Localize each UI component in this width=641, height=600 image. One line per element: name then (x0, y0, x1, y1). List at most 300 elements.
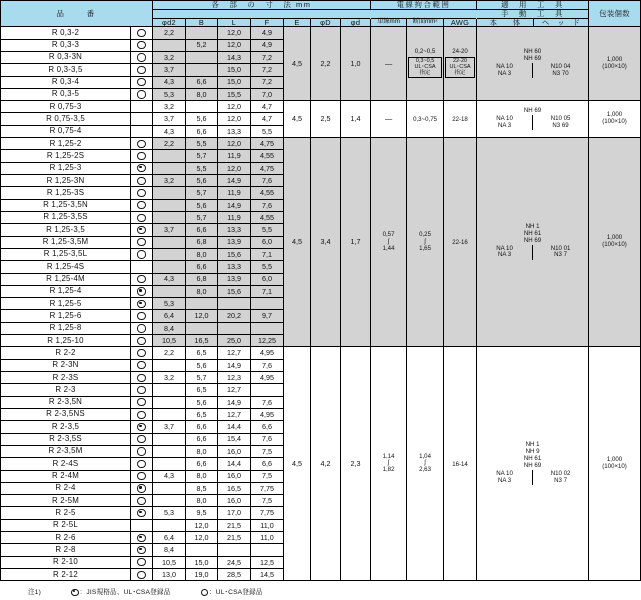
tool-body-acc-0: NA 10 (496, 244, 513, 252)
open-circle-icon (137, 189, 145, 197)
cell-F: 7,5 (251, 445, 284, 457)
cell-L: 15,6 (218, 248, 251, 260)
pack-qty-total: 1,000 (606, 456, 623, 464)
cell-F: 7,6 (251, 175, 284, 187)
cell-F: 7,5 (251, 495, 284, 507)
cell-standard-marker (131, 162, 153, 174)
cell-d2: 6,4 (153, 310, 186, 322)
cell-L: 11,9 (218, 150, 251, 162)
tool-body-0: NH 1 (525, 223, 540, 231)
cell-F: 6,6 (251, 421, 284, 433)
cell-L (218, 298, 251, 310)
cell-B: 5,6 (186, 199, 218, 211)
cell-d2 (153, 261, 186, 273)
cell-standard-marker (131, 88, 153, 100)
tool-head-acc-1: N3 69 (552, 121, 569, 129)
cell-d2: 3,7 (153, 421, 186, 433)
cell-product-number: R 1,25-5 (1, 298, 131, 310)
cell-L: 15,4 (218, 433, 251, 445)
tool-body-1: NH 61 (523, 230, 542, 238)
cell-E: 4,5 (284, 347, 311, 581)
awg-ul-csa-box (445, 57, 475, 78)
cell-F: 7,6 (251, 199, 284, 211)
tool-body-list (477, 442, 588, 469)
cell-standard-marker (131, 138, 153, 150)
open-circle-icon (137, 398, 145, 406)
cell-L: 15,0 (218, 76, 251, 88)
cell-standard-marker (131, 285, 153, 297)
cell-product-number: R 1,25-4 (1, 285, 131, 297)
tool-body-accessory (477, 245, 533, 261)
cell-B: 6,6 (186, 224, 218, 236)
area-range: 0,3~0,75 (413, 115, 437, 123)
cell-L: 12,0 (218, 101, 251, 113)
cell-B: 5,6 (186, 359, 218, 371)
single-wire-max: 1,44 (382, 244, 395, 252)
area-range: 0,2~0,5 (414, 48, 436, 56)
cell-product-number: R 2-2 (1, 347, 131, 359)
cell-product-number: R 2-4 (1, 482, 131, 494)
filled-circle-icon (137, 423, 145, 431)
cell-F: 7,1 (251, 248, 284, 260)
cell-L: 21,5 (218, 532, 251, 544)
cell-product-number: R 1,25-3,5L (1, 248, 131, 260)
cell-standard-marker (131, 76, 153, 88)
cell-B: 8,0 (186, 495, 218, 507)
tool-head-acc-0: N10 04 (550, 62, 571, 70)
cell-d2 (153, 482, 186, 494)
open-circle-icon (137, 571, 145, 579)
cell-d2: 2,2 (153, 138, 186, 150)
table-row[interactable] (1, 138, 641, 150)
cell-F: 7,0 (251, 88, 284, 100)
cell-L (218, 544, 251, 556)
open-circle-icon (137, 66, 145, 74)
cell-d2: 10,5 (153, 335, 186, 347)
header-row-1 (1, 1, 641, 10)
single-wire-min: 1,14 (382, 452, 395, 460)
cell-product-number: R 0,3-4 (1, 76, 131, 88)
cell-product-number: R 1,25-2 (1, 138, 131, 150)
cell-product-number: R 0,3-3,5 (1, 64, 131, 76)
open-circle-icon (137, 497, 145, 505)
cell-L: 11,9 (218, 211, 251, 223)
cell-product-number: R 2-5 (1, 507, 131, 519)
filled-circle-icon (137, 546, 145, 554)
cell-product-number: R 0,3-2 (1, 27, 131, 39)
open-circle-icon (137, 250, 145, 258)
cell-product-number: R 1,25-3N (1, 175, 131, 187)
tool-body-list (477, 49, 588, 63)
table-header (1, 1, 641, 27)
cell-B: 5,2 (186, 39, 218, 51)
cell-F: 7,2 (251, 51, 284, 63)
cell-d2 (153, 187, 186, 199)
pack-qty-breakdown: (100×10) (602, 118, 627, 126)
cell-d2 (153, 211, 186, 223)
cell-d2 (153, 285, 186, 297)
open-circle-icon (137, 312, 145, 320)
tool-body-0: NH 1 (525, 441, 540, 449)
cell-standard-marker (131, 224, 153, 236)
cell-standard-marker (131, 298, 153, 310)
footnote (0, 586, 600, 596)
cell-area (407, 138, 444, 347)
cell-standard-marker (131, 51, 153, 63)
cell-B: 5,5 (186, 162, 218, 174)
cell-F: 7,75 (251, 507, 284, 519)
cell-product-number: R 1,25-3,5N (1, 199, 131, 211)
cell-standard-marker (131, 273, 153, 285)
area-ul-csa-box (408, 57, 442, 78)
cell-standard-marker (131, 482, 153, 494)
cell-standard-marker (131, 495, 153, 507)
open-circle-icon (137, 78, 145, 86)
cell-product-number: R 1,25-10 (1, 335, 131, 347)
cell-B: 6,6 (186, 458, 218, 470)
cell-product-number: R 2-3,5M (1, 445, 131, 457)
header-col-d: φd (341, 18, 371, 27)
cell-E: 4,5 (284, 138, 311, 347)
open-circle-icon (137, 337, 145, 345)
filled-circle-icon (137, 164, 145, 172)
tool-head-accessory (533, 115, 588, 131)
cell-awg (444, 138, 477, 347)
cell-product-number: R 1,25-4M (1, 273, 131, 285)
cell-product-number: R 1,25-2S (1, 150, 131, 162)
pack-qty-breakdown: (100×10) (602, 241, 627, 249)
cell-d2: 4,3 (153, 273, 186, 285)
cell-product-number: R 0,75-3 (1, 101, 131, 113)
header-wire-spacer (371, 9, 477, 18)
open-circle-icon (137, 238, 145, 246)
cell-single-wire (371, 138, 407, 347)
cell-L: 14,9 (218, 199, 251, 211)
tool-body-acc-1: NA 3 (497, 69, 512, 77)
tool-body-list (477, 108, 588, 115)
cell-d2: 8,4 (153, 322, 186, 334)
cell-L: 13,3 (218, 261, 251, 273)
cell-L: 15,6 (218, 285, 251, 297)
cell-B: 8,0 (186, 248, 218, 260)
cell-product-number: R 1,25-3,5S (1, 211, 131, 223)
cell-d2: 3,2 (153, 101, 186, 113)
header-dim-spacer (153, 9, 371, 18)
cell-L: 13,9 (218, 236, 251, 248)
area-ul-label: UL･CSA (414, 64, 436, 71)
cell-d2: 13,0 (153, 569, 186, 581)
cell-L: 16,5 (218, 482, 251, 494)
filled-circle-icon (137, 484, 145, 492)
cell-B: 15,0 (186, 556, 218, 568)
open-circle-icon (137, 140, 145, 148)
cell-product-number: R 2-8 (1, 544, 131, 556)
single-wire-max: 1,82 (382, 466, 395, 474)
cell-B: 5,7 (186, 372, 218, 384)
cell-product-number: R 2-3,5S (1, 433, 131, 445)
header-wire-range-group: 電線拘合範囲 (371, 1, 477, 10)
tool-body-1: NH 9 (525, 448, 540, 456)
cell-standard-marker (131, 248, 153, 260)
cell-F: 7,6 (251, 396, 284, 408)
cell-product-number: R 2-3 (1, 384, 131, 396)
cell-F: 11,0 (251, 532, 284, 544)
cell-standard-marker (131, 532, 153, 544)
cell-B: 5,5 (186, 138, 218, 150)
pack-qty-breakdown: (100×10) (602, 62, 627, 70)
cell-product-number: R 2-10 (1, 556, 131, 568)
cell-d2 (153, 396, 186, 408)
open-circle-icon (137, 460, 145, 468)
cell-F: 4,55 (251, 150, 284, 162)
cell-F: 12,5 (251, 556, 284, 568)
cell-F: 7,1 (251, 285, 284, 297)
open-circle-icon (137, 411, 145, 419)
pack-qty-total: 1,000 (606, 111, 623, 119)
cell-d: 1,0 (341, 27, 371, 101)
cell-standard-marker (131, 261, 153, 273)
open-circle-icon (137, 374, 145, 382)
cell-F (251, 384, 284, 396)
cell-L: 24,5 (218, 556, 251, 568)
cell-d2: 5,3 (153, 88, 186, 100)
cell-B: 19,0 (186, 569, 218, 581)
tool-head-acc-0: N10 02 (550, 469, 571, 477)
single-wire-tilde: ∫ (387, 459, 390, 467)
cell-standard-marker (131, 335, 153, 347)
cell-product-number: R 2-5M (1, 495, 131, 507)
cell-D: 3,4 (311, 138, 341, 347)
awg-ul-spec: 指定 (454, 70, 466, 77)
cell-B (186, 101, 218, 113)
tool-head-acc-1: N3 70 (552, 69, 569, 77)
cell-F: 7,5 (251, 470, 284, 482)
open-circle-icon (137, 53, 145, 61)
cell-L: 14,9 (218, 175, 251, 187)
tool-body-acc-0: NA 10 (496, 469, 513, 477)
area-max: 1,65 (419, 244, 431, 252)
cell-B: 6,8 (186, 273, 218, 285)
tool-body-accessory (477, 115, 533, 131)
cell-F: 12,25 (251, 335, 284, 347)
cell-B: 16,5 (186, 335, 218, 347)
cell-B: 8,0 (186, 470, 218, 482)
cell-F: 5,5 (251, 125, 284, 137)
cell-d2 (153, 384, 186, 396)
cell-product-number: R 1,25-3,5 (1, 224, 131, 236)
cell-d2 (153, 39, 186, 51)
cell-B: 12,0 (186, 519, 218, 531)
area-min: 1,04 (419, 452, 431, 460)
cell-standard-marker (131, 64, 153, 76)
cell-standard-marker (131, 372, 153, 384)
cell-L: 12,7 (218, 384, 251, 396)
tool-body-accessory (477, 470, 533, 486)
cell-B: 5,6 (186, 396, 218, 408)
cell-d2 (153, 495, 186, 507)
tool-body-acc-1: NA 3 (497, 251, 512, 259)
cell-d2: 10,5 (153, 556, 186, 568)
header-dimensions-group: 各 部 の 寸 法 mm (153, 1, 371, 10)
cell-F: 4,75 (251, 138, 284, 150)
cell-single-wire: — (371, 27, 407, 101)
cell-awg (444, 101, 477, 138)
header-col-d2: φd2 (153, 18, 186, 27)
table-body (1, 27, 641, 581)
cell-B (186, 64, 218, 76)
cell-standard-marker (131, 544, 153, 556)
open-circle-icon (137, 386, 145, 394)
cell-F: 7,6 (251, 359, 284, 371)
cell-standard-marker (131, 445, 153, 457)
cell-B (186, 544, 218, 556)
header-hand-tools: 手 動 工 具 (477, 9, 589, 18)
cell-standard-marker (131, 519, 153, 531)
cell-standard-marker (131, 236, 153, 248)
cell-d2 (153, 199, 186, 211)
cell-standard-marker (131, 175, 153, 187)
cell-product-number: R 2-3,5 (1, 421, 131, 433)
cell-F: 4,7 (251, 101, 284, 113)
cell-F (251, 544, 284, 556)
cell-F: 14,5 (251, 569, 284, 581)
cell-standard-marker (131, 150, 153, 162)
cell-d2: 4,3 (153, 470, 186, 482)
area-ul-spec: 指定 (419, 70, 431, 77)
open-circle-icon (137, 90, 145, 98)
cell-product-number: R 1,25-3,5M (1, 236, 131, 248)
cell-standard-marker (131, 396, 153, 408)
cell-E: 4,5 (284, 27, 311, 101)
cell-area (407, 101, 444, 138)
cell-B: 6,6 (186, 421, 218, 433)
cell-product-number: R 0,75-4 (1, 125, 131, 137)
header-col-area: 断面mm² (407, 18, 444, 27)
cell-single-wire: — (371, 101, 407, 138)
cell-F: 4,55 (251, 187, 284, 199)
cell-B: 6,5 (186, 408, 218, 420)
pack-qty-total: 1,000 (606, 55, 623, 63)
open-circle-icon (137, 349, 145, 357)
cell-applicable-tools (477, 347, 589, 581)
cell-B: 9,5 (186, 507, 218, 519)
awg-range: 22-16 (452, 239, 468, 247)
open-circle-icon (137, 324, 145, 332)
cell-F: 5,5 (251, 224, 284, 236)
cell-L: 12,0 (218, 27, 251, 39)
cell-pack-qty (589, 347, 641, 581)
cell-d2: 3,7 (153, 224, 186, 236)
tool-body-acc-1: NA 3 (497, 476, 512, 484)
cell-L: 14,4 (218, 458, 251, 470)
cell-standard-marker (131, 27, 153, 39)
cell-product-number: R 0,3-3N (1, 51, 131, 63)
tool-head-acc-0: N10 01 (550, 244, 571, 252)
awg-ul-label: UL･CSA (449, 64, 471, 71)
header-col-L: L (218, 18, 251, 27)
cell-d2 (153, 519, 186, 531)
cell-standard-marker (131, 39, 153, 51)
cell-L: 12,7 (218, 347, 251, 359)
tool-head-accessory (533, 470, 588, 486)
tool-body-2: NH 69 (523, 236, 542, 244)
cell-F: 4,7 (251, 113, 284, 125)
cell-d2: 3,7 (153, 113, 186, 125)
header-col-F: F (251, 18, 284, 27)
cell-D: 4,2 (311, 347, 341, 581)
cell-B: 6,6 (186, 125, 218, 137)
cell-L: 12,0 (218, 162, 251, 174)
cell-F: 7,2 (251, 64, 284, 76)
table-row[interactable] (1, 101, 641, 113)
cell-d2: 6,4 (153, 532, 186, 544)
table-row[interactable] (1, 27, 641, 39)
cell-product-number: R 2-3,5N (1, 396, 131, 408)
awg-range: 16-14 (452, 460, 468, 468)
open-circle-icon (137, 29, 145, 37)
cell-B: 8,5 (186, 482, 218, 494)
tool-head-acc-1: N3 7 (554, 251, 567, 259)
open-circle-icon (137, 472, 145, 480)
cell-standard-marker (131, 470, 153, 482)
cell-product-number: R 0,3-3 (1, 39, 131, 51)
cell-L: 15,0 (218, 64, 251, 76)
cell-d2 (153, 236, 186, 248)
cell-d2 (153, 408, 186, 420)
cell-D: 2,5 (311, 101, 341, 138)
cell-F: 4,95 (251, 347, 284, 359)
cell-standard-marker (131, 507, 153, 519)
cell-E: 4,5 (284, 101, 311, 138)
tool-body-3: NH 69 (523, 461, 542, 469)
cell-product-number: R 2-4S (1, 458, 131, 470)
cell-B: 5,7 (186, 187, 218, 199)
header-col-body: 本 体 (477, 18, 534, 27)
header-col-E: E (284, 18, 311, 27)
table-row[interactable] (1, 347, 641, 359)
cell-area (407, 27, 444, 101)
open-circle-icon (137, 275, 145, 283)
cell-d2: 3,2 (153, 372, 186, 384)
cell-B: 6,6 (186, 76, 218, 88)
tool-body-list (477, 224, 588, 244)
cell-F: 4,9 (251, 39, 284, 51)
cell-B: 6,6 (186, 433, 218, 445)
open-circle-icon (137, 447, 145, 455)
tool-body-acc-0: NA 10 (496, 62, 513, 70)
cell-d2: 3,2 (153, 175, 186, 187)
cell-standard-marker (131, 433, 153, 445)
cell-product-number: R 1,25-8 (1, 322, 131, 334)
cell-d2: 3,2 (153, 51, 186, 63)
cell-L: 11,9 (218, 187, 251, 199)
open-circle-icon (137, 177, 145, 185)
cell-F: 11,0 (251, 519, 284, 531)
cell-L: 14,4 (218, 421, 251, 433)
cell-L: 12,0 (218, 113, 251, 125)
cell-L: 20,2 (218, 310, 251, 322)
tool-body-0: NH 69 (523, 106, 542, 114)
area-max: 2,63 (419, 466, 431, 474)
cell-L: 16,0 (218, 495, 251, 507)
header-col-single-wire: 単線mm (371, 18, 407, 27)
cell-single-wire (371, 347, 407, 581)
cell-B: 5,7 (186, 150, 218, 162)
cell-applicable-tools (477, 138, 589, 347)
cell-F: 9,7 (251, 310, 284, 322)
cell-B: 8,0 (186, 445, 218, 457)
single-wire-tilde: ∫ (387, 237, 390, 245)
